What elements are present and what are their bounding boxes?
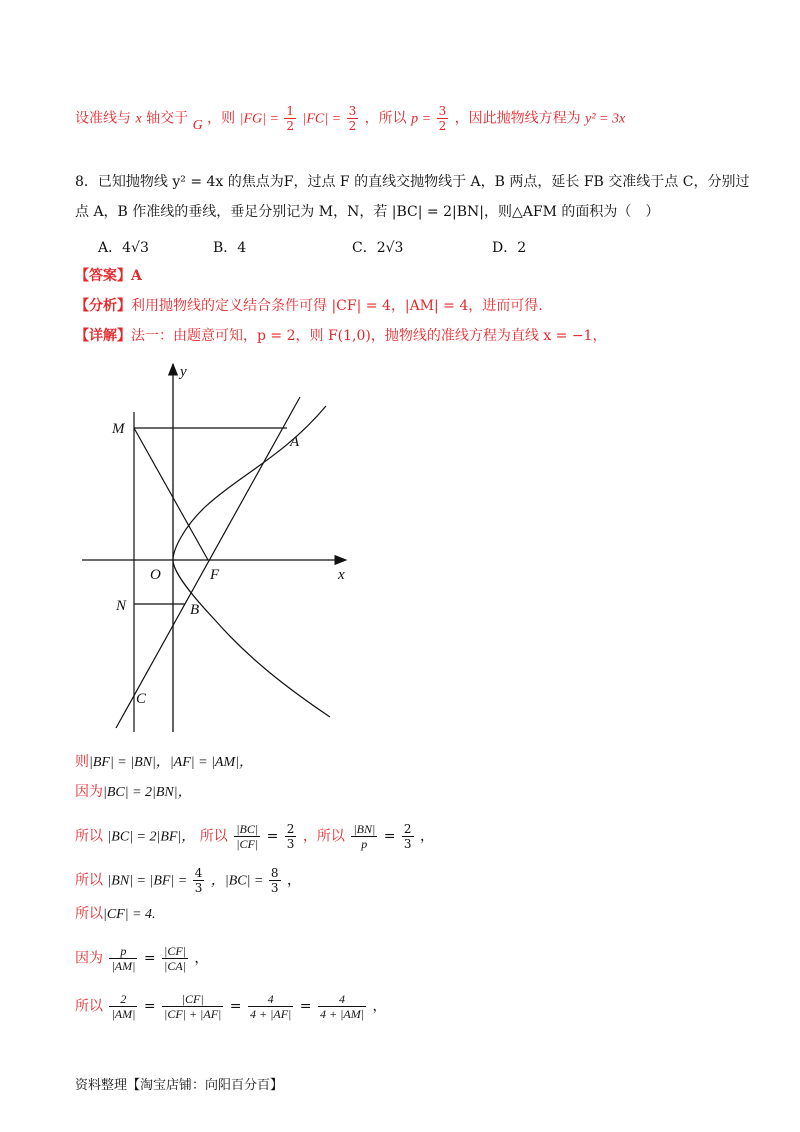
fraction: $\frac{2}{|AM|}$ (111, 992, 136, 1021)
intro-line (75, 104, 625, 133)
text: 轴交于 (146, 110, 189, 127)
equals: = (299, 998, 312, 1015)
text: 所以 (75, 828, 103, 845)
math: |FC| = (302, 111, 345, 127)
option-d: D．2 (492, 240, 527, 256)
fraction: $\frac{4}{3}$ (194, 866, 203, 895)
fraction: $\frac{4}{4 + |AF|}$ (249, 992, 292, 1021)
fraction: $\frac{3}{2}$ (438, 104, 447, 133)
text: ，因此抛物线方程为 (454, 110, 581, 127)
fraction: $\frac{|BC|}{|CF|}$ (236, 822, 259, 851)
math: |BN| = |BF| = (107, 873, 191, 889)
label-y: y (180, 364, 187, 380)
fraction: $\frac{8}{3}$ (270, 866, 279, 895)
text: ， (194, 950, 209, 967)
step-7 (75, 992, 386, 1021)
parabola-figure (80, 360, 370, 735)
detail-text: 法一：由题意可知，p = 2，则 F(1,0)，抛物线的准线方程为直线 x = −1， (131, 328, 607, 344)
label-c: C (136, 691, 147, 707)
equals: = (143, 998, 156, 1015)
detail-line (75, 326, 606, 346)
step-6 (75, 944, 208, 973)
label-m: M (112, 421, 125, 437)
fraction: $\frac{|BN|}{p}$ (353, 822, 376, 851)
fraction: $\frac{2}{3}$ (403, 822, 412, 851)
text: ， (286, 872, 301, 889)
analysis-label: 【分析】 (75, 298, 131, 314)
text: 所以 (75, 872, 103, 889)
step-2 (75, 782, 192, 803)
text: ， (420, 828, 434, 845)
fraction: $\frac{p}{|AM|}$ (111, 944, 136, 973)
text: 设准线与 (75, 110, 131, 127)
answer-line (75, 266, 142, 286)
label-a: A (290, 434, 300, 450)
detail-label: 【详解】 (75, 328, 131, 344)
step-5 (75, 904, 156, 925)
fraction: $\frac{|CF|}{|CA|}$ (164, 944, 186, 973)
label-n: N (116, 598, 127, 614)
math: |BC| = 2|BF|， (107, 829, 196, 845)
question-line-2: 点 A，B 作准线的垂线，垂足分别记为 M，N，若 |BC| = 2|BN|，则△AFM 的面积为（ ） (75, 204, 660, 220)
analysis-text: 利用抛物线的定义结合条件可得 |CF| = 4，|AM| = 4，进而可得. (131, 298, 543, 314)
answer-value: A (131, 268, 142, 284)
parabola-curve (173, 406, 330, 717)
math: |BF| = |BN|，|AF| = |AM|， (89, 755, 253, 770)
text: 因为 (75, 950, 103, 967)
math: y² = 3x (585, 111, 626, 127)
step-3 (75, 822, 434, 851)
answer-label: 【答案】 (75, 268, 131, 284)
segment-mf (134, 428, 208, 560)
math: |FG| = (239, 111, 283, 127)
fraction: $\frac{|CF|}{|CF| + |AF|}$ (164, 992, 222, 1021)
text: 因为 (75, 784, 103, 800)
step-4 (75, 866, 301, 895)
fraction: $\frac{1}{2}$ (286, 104, 295, 133)
option-c: C．2√3 (352, 240, 404, 256)
analysis-line (75, 296, 543, 316)
math: x (135, 111, 142, 127)
text: 所以 (75, 906, 103, 922)
question-line-1: 8．已知抛物线 y² = 4x 的焦点为F，过点 F 的直线交抛物线于 A，B 两点，延长 FB 交准线于点 C，分别过 (75, 174, 750, 190)
fraction: $\frac{2}{3}$ (286, 822, 295, 851)
math: G (192, 117, 203, 133)
math: |CF| = 4. (103, 907, 156, 922)
text: 则 (75, 754, 89, 770)
footer: 资料整理【淘宝店铺：向阳百分百】 (75, 1078, 284, 1093)
text: 所以 (75, 998, 103, 1015)
math: ，|BC| = (210, 873, 267, 889)
fraction: $\frac{3}{2}$ (348, 104, 357, 133)
label-o: O (150, 567, 161, 583)
equals: = (143, 950, 156, 967)
label-f: F (210, 567, 220, 583)
text: ，所以 (364, 110, 407, 127)
equals: = (383, 828, 396, 845)
option-a: A．4√3 (98, 240, 149, 256)
text: ，所以 (302, 828, 345, 845)
focal-chord (116, 397, 300, 728)
math: |BC| = 2|BN|， (103, 785, 192, 800)
fraction: $\frac{4}{4 + |AM|}$ (319, 992, 364, 1021)
option-b: B．4 (213, 240, 247, 256)
label-b: B (190, 602, 200, 618)
equals: = (229, 998, 242, 1015)
text: ， (372, 998, 387, 1015)
equals: = (266, 828, 279, 845)
label-x: x (338, 567, 345, 583)
step-1 (75, 752, 253, 773)
text: ，则 (207, 110, 236, 127)
text: 所以 (199, 828, 228, 845)
math: p = (411, 111, 435, 127)
